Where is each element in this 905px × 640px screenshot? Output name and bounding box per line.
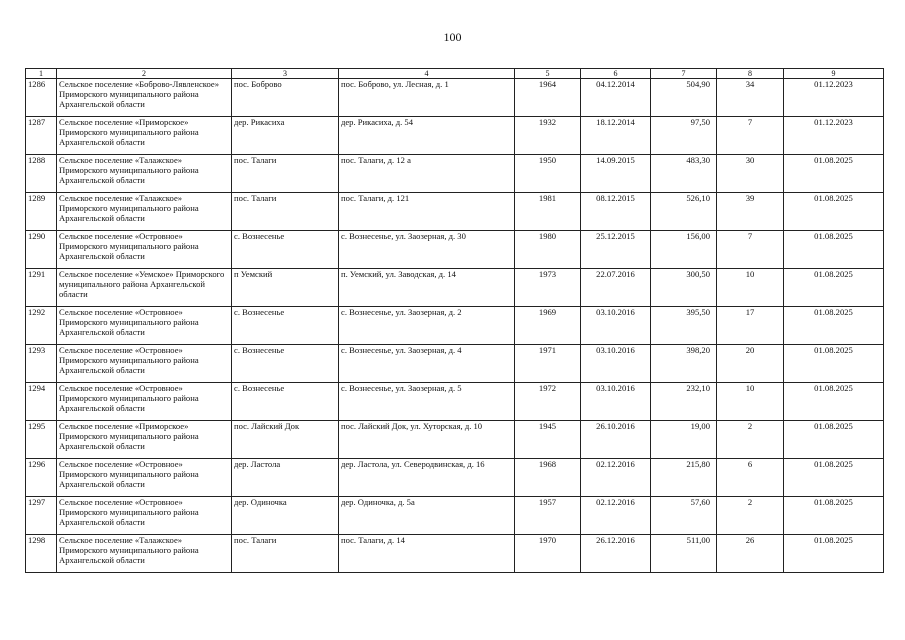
year-built-cell: 1971 [515, 345, 581, 383]
row-number-cell: 1291 [26, 269, 57, 307]
recognition-date-cell: 18.12.2014 [581, 117, 651, 155]
table-row [26, 345, 884, 383]
year-built-cell: 1957 [515, 497, 581, 535]
column-header: 3 [232, 69, 339, 79]
relocation-deadline-cell: 01.08.2025 [784, 345, 884, 383]
relocation-deadline-cell: 01.08.2025 [784, 383, 884, 421]
housing-register-table [25, 68, 884, 573]
settlement-cell: Сельское поселение «Островное» Приморского муниципального района Архангельской области [57, 383, 232, 421]
relocation-deadline-cell: 01.08.2025 [784, 231, 884, 269]
residents-count-cell: 20 [717, 345, 784, 383]
residents-count-cell: 34 [717, 79, 784, 117]
table-row [26, 307, 884, 345]
address-cell: с. Вознесенье, ул. Заозерная, д. 2 [339, 307, 515, 345]
row-number-cell: 1298 [26, 535, 57, 573]
locality-cell: с. Вознесенье [232, 231, 339, 269]
settlement-cell: Сельское поселение «Талажское» Приморского муниципального района Архангельской области [57, 535, 232, 573]
recognition-date-cell: 22.07.2016 [581, 269, 651, 307]
year-built-cell: 1970 [515, 535, 581, 573]
year-built-cell: 1968 [515, 459, 581, 497]
locality-cell: дер. Ластола [232, 459, 339, 497]
address-cell: пос. Боброво, ул. Лесная, д. 1 [339, 79, 515, 117]
table-row [26, 155, 884, 193]
settlement-cell: Сельское поселение «Талажское» Приморского муниципального района Архангельской области [57, 193, 232, 231]
locality-cell: с. Вознесенье [232, 307, 339, 345]
settlement-cell: Сельское поселение «Уемское» Приморского муниципального района Архангельской области [57, 269, 232, 307]
locality-cell: дер. Одиночка [232, 497, 339, 535]
locality-cell: с. Вознесенье [232, 345, 339, 383]
row-number-cell: 1294 [26, 383, 57, 421]
row-number-cell: 1286 [26, 79, 57, 117]
recognition-date-cell: 03.10.2016 [581, 345, 651, 383]
settlement-cell: Сельское поселение «Островное» Приморского муниципального района Архангельской области [57, 497, 232, 535]
settlement-cell: Сельское поселение «Островное» Приморского муниципального района Архангельской области [57, 459, 232, 497]
settlement-cell: Сельское поселение «Островное» Приморского муниципального района Архангельской области [57, 231, 232, 269]
residents-count-cell: 26 [717, 535, 784, 573]
area-cell: 398,20 [651, 345, 717, 383]
table-row [26, 535, 884, 573]
column-header: 1 [26, 69, 57, 79]
locality-cell: пос. Талаги [232, 535, 339, 573]
recognition-date-cell: 03.10.2016 [581, 383, 651, 421]
settlement-cell: Сельское поселение «Островное» Приморского муниципального района Архангельской области [57, 307, 232, 345]
table-body [26, 79, 884, 573]
row-number-cell: 1287 [26, 117, 57, 155]
area-cell: 156,00 [651, 231, 717, 269]
table-row [26, 383, 884, 421]
column-number-row [26, 69, 884, 79]
settlement-cell: Сельское поселение «Талажское» Приморского муниципального района Архангельской области [57, 155, 232, 193]
column-header: 6 [581, 69, 651, 79]
column-header: 4 [339, 69, 515, 79]
row-number-cell: 1289 [26, 193, 57, 231]
recognition-date-cell: 25.12.2015 [581, 231, 651, 269]
recognition-date-cell: 14.09.2015 [581, 155, 651, 193]
year-built-cell: 1945 [515, 421, 581, 459]
address-cell: пос. Талаги, д. 14 [339, 535, 515, 573]
area-cell: 526,10 [651, 193, 717, 231]
table-row [26, 497, 884, 535]
recognition-date-cell: 26.10.2016 [581, 421, 651, 459]
address-cell: п. Уемский, ул. Заводская, д. 14 [339, 269, 515, 307]
year-built-cell: 1969 [515, 307, 581, 345]
table-row [26, 193, 884, 231]
table-row [26, 79, 884, 117]
area-cell: 19,00 [651, 421, 717, 459]
area-cell: 300,50 [651, 269, 717, 307]
year-built-cell: 1981 [515, 193, 581, 231]
row-number-cell: 1295 [26, 421, 57, 459]
residents-count-cell: 39 [717, 193, 784, 231]
settlement-cell: Сельское поселение «Боброво-Лявленское» Приморского муниципального района Архангельской области [57, 79, 232, 117]
settlement-cell: Сельское поселение «Островное» Приморского муниципального района Архангельской области [57, 345, 232, 383]
year-built-cell: 1973 [515, 269, 581, 307]
row-number-cell: 1288 [26, 155, 57, 193]
page-number: 100 [443, 30, 462, 44]
recognition-date-cell: 08.12.2015 [581, 193, 651, 231]
table-row [26, 459, 884, 497]
residents-count-cell: 30 [717, 155, 784, 193]
year-built-cell: 1950 [515, 155, 581, 193]
residents-count-cell: 10 [717, 269, 784, 307]
residents-count-cell: 7 [717, 117, 784, 155]
address-cell: пос. Талаги, д. 121 [339, 193, 515, 231]
recognition-date-cell: 02.12.2016 [581, 459, 651, 497]
address-cell: с. Вознесенье, ул. Заозерная, д. 5 [339, 383, 515, 421]
residents-count-cell: 7 [717, 231, 784, 269]
area-cell: 232,10 [651, 383, 717, 421]
address-cell: с. Вознесенье, ул. Заозерная, д. 4 [339, 345, 515, 383]
address-cell: дер. Рикасиха, д. 54 [339, 117, 515, 155]
settlement-cell: Сельское поселение «Приморское» Приморского муниципального района Архангельской области [57, 117, 232, 155]
year-built-cell: 1972 [515, 383, 581, 421]
relocation-deadline-cell: 01.08.2025 [784, 269, 884, 307]
locality-cell: с. Вознесенье [232, 383, 339, 421]
address-cell: дер. Одиночка, д. 5а [339, 497, 515, 535]
residents-count-cell: 2 [717, 497, 784, 535]
address-cell: пос. Талаги, д. 12 а [339, 155, 515, 193]
table-row [26, 231, 884, 269]
relocation-deadline-cell: 01.08.2025 [784, 459, 884, 497]
relocation-deadline-cell: 01.08.2025 [784, 497, 884, 535]
row-number-cell: 1292 [26, 307, 57, 345]
locality-cell: п Уемский [232, 269, 339, 307]
recognition-date-cell: 26.12.2016 [581, 535, 651, 573]
year-built-cell: 1932 [515, 117, 581, 155]
area-cell: 97,50 [651, 117, 717, 155]
area-cell: 57,60 [651, 497, 717, 535]
settlement-cell: Сельское поселение «Приморское» Приморского муниципального района Архангельской области [57, 421, 232, 459]
relocation-deadline-cell: 01.08.2025 [784, 535, 884, 573]
recognition-date-cell: 04.12.2014 [581, 79, 651, 117]
recognition-date-cell: 02.12.2016 [581, 497, 651, 535]
year-built-cell: 1964 [515, 79, 581, 117]
row-number-cell: 1297 [26, 497, 57, 535]
locality-cell: пос. Боброво [232, 79, 339, 117]
area-cell: 483,30 [651, 155, 717, 193]
address-cell: пос. Лайский Док, ул. Хуторская, д. 10 [339, 421, 515, 459]
address-cell: дер. Ластола, ул. Северодвинская, д. 16 [339, 459, 515, 497]
year-built-cell: 1980 [515, 231, 581, 269]
table-row [26, 117, 884, 155]
locality-cell: дер. Рикасиха [232, 117, 339, 155]
residents-count-cell: 2 [717, 421, 784, 459]
relocation-deadline-cell: 01.08.2025 [784, 155, 884, 193]
recognition-date-cell: 03.10.2016 [581, 307, 651, 345]
row-number-cell: 1290 [26, 231, 57, 269]
relocation-deadline-cell: 01.12.2023 [784, 79, 884, 117]
address-cell: с. Вознесенье, ул. Заозерная, д. 30 [339, 231, 515, 269]
locality-cell: пос. Лайский Док [232, 421, 339, 459]
column-header: 2 [57, 69, 232, 79]
row-number-cell: 1296 [26, 459, 57, 497]
column-header: 9 [784, 69, 884, 79]
row-number-cell: 1293 [26, 345, 57, 383]
area-cell: 215,80 [651, 459, 717, 497]
relocation-deadline-cell: 01.08.2025 [784, 421, 884, 459]
relocation-deadline-cell: 01.12.2023 [784, 117, 884, 155]
area-cell: 504,90 [651, 79, 717, 117]
area-cell: 511,00 [651, 535, 717, 573]
area-cell: 395,50 [651, 307, 717, 345]
table-row [26, 269, 884, 307]
residents-count-cell: 17 [717, 307, 784, 345]
column-header: 8 [717, 69, 784, 79]
residents-count-cell: 10 [717, 383, 784, 421]
residents-count-cell: 6 [717, 459, 784, 497]
column-header: 7 [651, 69, 717, 79]
locality-cell: пос. Талаги [232, 155, 339, 193]
table-row [26, 421, 884, 459]
column-header: 5 [515, 69, 581, 79]
locality-cell: пос. Талаги [232, 193, 339, 231]
relocation-deadline-cell: 01.08.2025 [784, 307, 884, 345]
relocation-deadline-cell: 01.08.2025 [784, 193, 884, 231]
